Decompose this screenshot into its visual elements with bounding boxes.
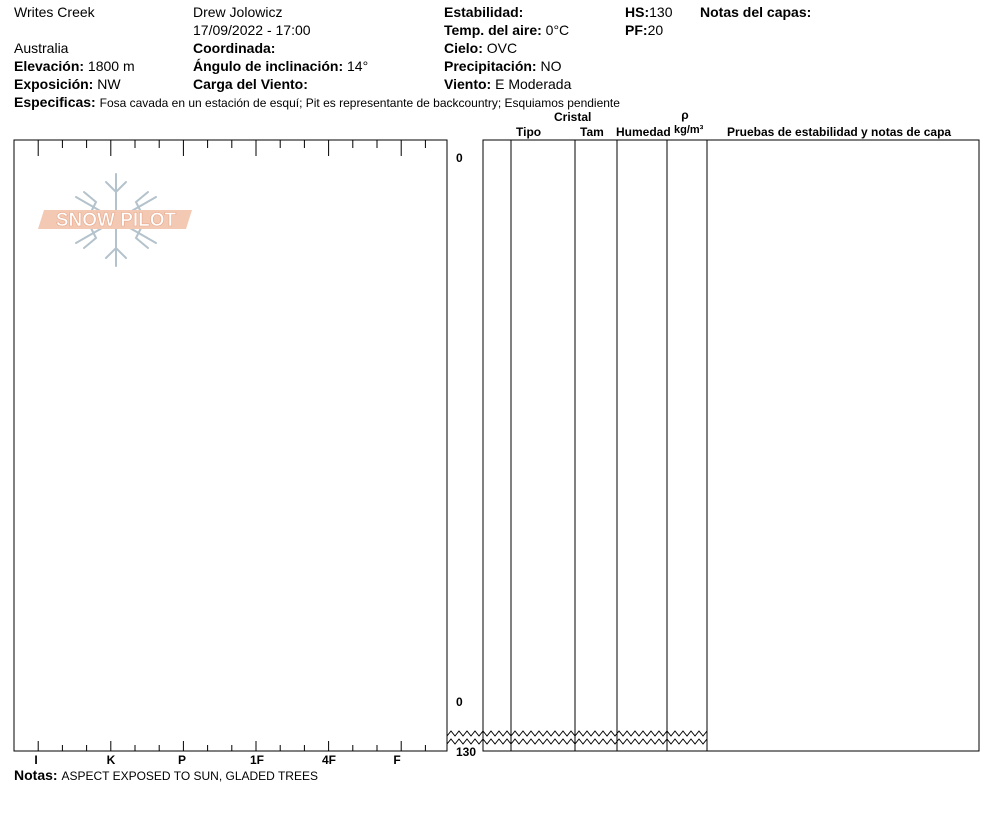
hs-value: 130 — [649, 4, 673, 20]
depth-total-label: 130 — [456, 745, 477, 759]
hardness-label: 4F — [321, 753, 337, 767]
depth-top-label: 0 — [456, 151, 463, 165]
hardness-label: P — [177, 753, 187, 767]
hs-label: HS: — [625, 4, 650, 20]
sky-label: Cielo: — [444, 40, 483, 56]
crystal-header: Cristal — [554, 110, 592, 124]
notes-row — [14, 767, 318, 783]
precip-label: Precipitación: — [444, 58, 537, 74]
aspect-label: Exposición: — [14, 76, 94, 92]
notes-label: Notas: — [14, 767, 58, 783]
observer-name: Drew Jolowicz — [193, 4, 283, 20]
air-temp-value: 0°C — [545, 22, 570, 38]
type-header: Tipo — [516, 125, 542, 139]
size-header: Tam — [580, 125, 604, 139]
density-unit-header: kg/m³ — [674, 124, 704, 136]
elevation-label: Elevación: — [14, 58, 85, 74]
break-mark-lower — [447, 739, 707, 744]
elevation-value: 1800 m — [87, 58, 135, 74]
slope-value: 14° — [347, 58, 369, 74]
moisture-header: Humedad — [616, 125, 671, 139]
hardness-label: K — [106, 753, 116, 767]
wind-value: E Moderada — [495, 76, 572, 92]
region-name: Australia — [14, 40, 69, 56]
observation-datetime: 17/09/2022 - 17:00 — [193, 22, 311, 38]
break-mark-upper — [447, 731, 707, 736]
notes-text: ASPECT EXPOSED TO SUN, GLADED TREES — [61, 769, 318, 783]
stability-label: Estabilidad: — [444, 4, 524, 20]
air-temp-label: Temp. del aire: — [444, 22, 542, 38]
sky-value: OVC — [486, 40, 518, 56]
layer-table-frame — [483, 140, 979, 751]
hardness-top-ticks — [38, 140, 425, 156]
wind-label: Viento: — [444, 76, 492, 92]
logo-text: SNOW PILOT — [55, 210, 177, 231]
hardness-label: F — [393, 753, 401, 767]
hardness-bottom-ticks — [38, 741, 425, 751]
specifics-label: Especificas: — [14, 94, 96, 110]
wind-load-label: Carga del Viento: — [193, 76, 308, 92]
pf-label: PF: — [625, 22, 648, 38]
hardness-profile-frame — [14, 140, 447, 751]
snow-pilot-logo — [38, 174, 192, 266]
layer-notes-label: Notas del capas: — [700, 4, 812, 20]
tests-header: Pruebas de estabilidad y notas de capa — [727, 125, 952, 139]
coords-label: Coordinada: — [193, 40, 276, 56]
location-name: Writes Creek — [14, 4, 95, 20]
depth-break-marks — [447, 731, 707, 744]
slope-label: Ángulo de inclinación: — [193, 58, 344, 74]
hardness-label: I — [34, 753, 38, 767]
layer-table — [483, 140, 979, 751]
specifics-text: Fosa cavada en un estación de esquí; Pit es representante de backcountry; Esquiamos pendiente — [99, 96, 620, 110]
rho-header: ρ — [681, 108, 689, 122]
hardness-label: 1F — [249, 753, 265, 767]
depth-bottom-label: 0 — [456, 695, 463, 709]
precip-value: NO — [540, 58, 562, 74]
aspect-value: NW — [97, 76, 121, 92]
pf-value: 20 — [647, 22, 664, 38]
